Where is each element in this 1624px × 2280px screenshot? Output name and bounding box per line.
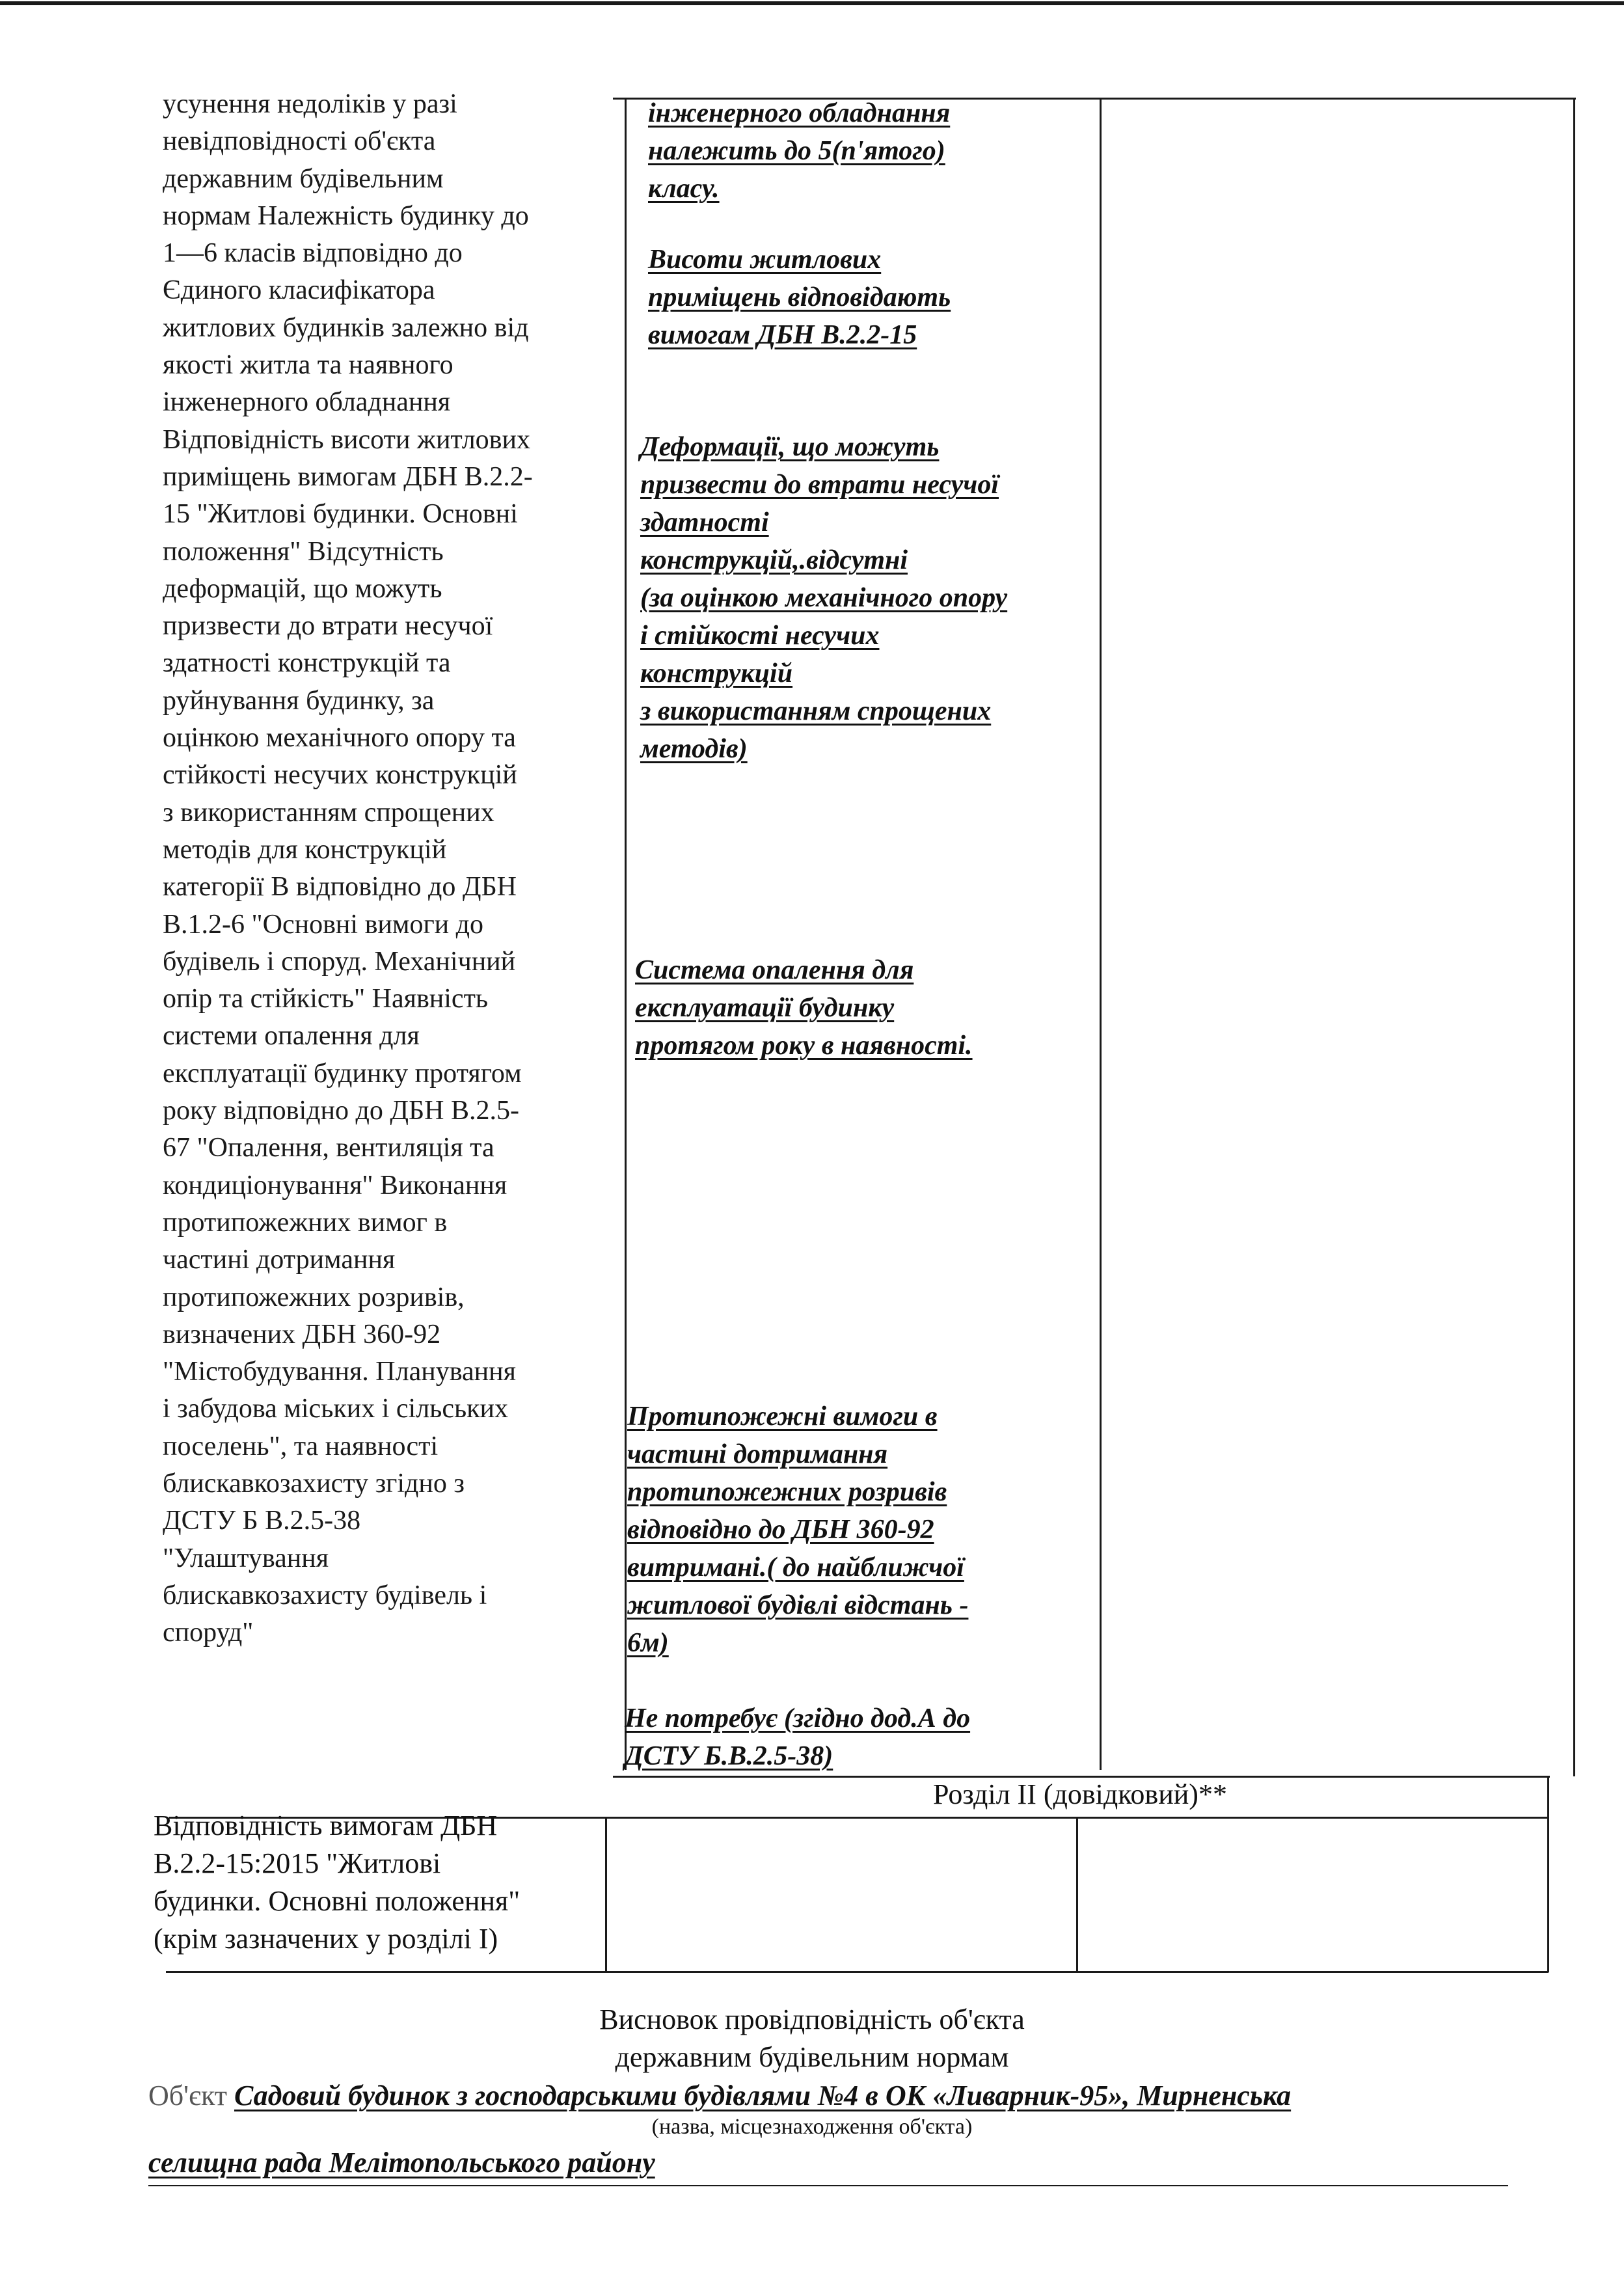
result-line: (за оцінкою механічного опору — [640, 583, 1008, 613]
result-line: призвести до втрати несучої — [640, 470, 999, 500]
requirements-line: опір та стійкість" Наявність — [163, 984, 489, 1014]
requirements-line: поселень", та наявності — [163, 1431, 439, 1461]
result-line: витримані.( до найближчої — [627, 1553, 964, 1582]
object-line — [148, 2079, 1291, 2112]
requirements-line: здатності конструкцій та — [163, 648, 451, 679]
result-line: 6м) — [627, 1628, 669, 1658]
result-line: методів) — [640, 734, 748, 764]
heating-result-block — [635, 951, 973, 1065]
requirements-line: положення" Відсутність — [163, 536, 444, 567]
section2-divider-2 — [1076, 1817, 1078, 1973]
result-line: Не потребує (згідно дод.А до — [625, 1703, 971, 1733]
result-line: частині дотримання — [627, 1439, 888, 1469]
requirements-line: Єдиного класифікатора — [163, 275, 435, 306]
result-line: Система опалення для — [635, 955, 914, 985]
result-line: і стійкості несучих — [640, 621, 880, 651]
requirements-line: системи опалення для — [163, 1021, 420, 1052]
table-right-border — [1573, 98, 1575, 1776]
requirements-line: "Містобудування. Планування — [163, 1357, 516, 1387]
requirements-line: якості житла та наявного — [163, 350, 453, 381]
lightning-result-block — [625, 1700, 970, 1775]
section2-line: Відповідність вимогам ДБН — [154, 1810, 498, 1841]
requirements-line: методів для конструкцій — [163, 834, 447, 865]
section2-line: (крім зазначених у розділі I) — [154, 1923, 498, 1955]
object-prefix: Об'єкт — [148, 2080, 227, 2111]
requirements-line: стійкості несучих конструкцій — [163, 760, 517, 791]
result-line: Висоти житлових — [648, 245, 882, 275]
object-caption: (назва, місцезнаходження об'єкта) — [651, 2115, 973, 2139]
object-line-bottom — [148, 2185, 1508, 2186]
requirements-line: оцінкою механічного опору та — [163, 723, 516, 753]
requirements-line: невідповідності об'єкта — [163, 126, 436, 157]
height-result-block — [648, 241, 951, 354]
requirements-line: 15 "Житлові будинки. Основні — [163, 499, 518, 530]
deformation-result-block — [640, 428, 1007, 768]
requirements-line: житлових будинків залежно від — [163, 312, 529, 343]
result-line: вимогам ДБН В.2.2-15 — [648, 320, 917, 350]
class-result-block — [648, 94, 950, 208]
requirements-line: державним будівельним — [163, 163, 444, 194]
requirements-line: інженерного обладнання — [163, 387, 451, 418]
requirements-line: Відповідність висоти житлових — [163, 424, 530, 455]
section2-header: Розділ II (довідковий)** — [933, 1778, 1227, 1810]
result-line: відповідно до ДБН 360-92 — [627, 1515, 934, 1545]
result-line: експлуатації будинку — [635, 993, 895, 1023]
requirements-line: усунення недоліків у разі — [163, 89, 457, 119]
requirements-text — [163, 86, 618, 1651]
requirements-line: протипожежних розривів, — [163, 1282, 465, 1312]
result-line: конструкцій,.відсутні — [640, 545, 908, 575]
requirements-line: і забудова міських і сільських — [163, 1394, 509, 1424]
column-divider-1 — [625, 98, 627, 1770]
result-line: Протипожежні вимоги в — [627, 1402, 938, 1432]
requirements-line: ДСТУ Б В.2.5-38 — [163, 1506, 361, 1536]
result-line: конструкцій — [640, 658, 793, 688]
requirements-line: деформацій, що можуть — [163, 573, 442, 604]
conclusion-title-line2: державним будівельним нормам — [615, 2041, 1009, 2073]
section2-requirement — [154, 1807, 602, 1958]
requirements-line: експлуатації будинку протягом — [163, 1058, 522, 1089]
requirements-line: 1—6 класів відповідно до — [163, 238, 463, 269]
object-name: Садовий будинок з господарськими будівлями №4 в ОК «Ливарник-95», Мирненська — [234, 2080, 1292, 2111]
requirements-line: категорії В відповідно до ДБН — [163, 872, 517, 903]
requirements-line: з використанням спрощених — [163, 797, 494, 828]
result-line: протягом року в наявності. — [635, 1031, 973, 1061]
requirements-line: визначених ДБН 360-92 — [163, 1319, 441, 1350]
result-line: приміщень відповідають — [648, 282, 951, 312]
object-line-cont — [148, 2146, 655, 2179]
result-line: належить до 5(п'ятого) — [648, 136, 945, 166]
requirements-line: приміщень вимогам ДБН В.2.2- — [163, 461, 533, 492]
requirements-line: "Улаштування — [163, 1543, 329, 1573]
requirements-line: протипожежних вимог в — [163, 1207, 448, 1238]
requirements-line: кондиціонування" Виконання — [163, 1170, 508, 1201]
result-line: інженерного обладнання — [648, 98, 951, 128]
result-line: протипожежних розривів — [627, 1477, 947, 1507]
requirements-line: частині дотримання — [163, 1245, 396, 1275]
section2-line: В.2.2-15:2015 "Житлові — [154, 1847, 441, 1879]
requirements-line: 67 "Опалення, вентиляція та — [163, 1133, 494, 1163]
object-name-cont: селищна рада Мелітопольського району — [148, 2147, 655, 2178]
result-line: здатності — [640, 508, 769, 537]
requirements-line: призвести до втрати несучої — [163, 611, 493, 642]
requirements-line: В.1.2-6 "Основні вимоги до — [163, 909, 484, 940]
requirements-line: руйнування будинку, за — [163, 685, 435, 716]
result-line: житлової будівлі відстань - — [627, 1590, 969, 1620]
requirements-line: нормам Належність будинку до — [163, 200, 529, 231]
result-line: класу. — [648, 174, 720, 204]
section2-divider-1 — [605, 1817, 607, 1973]
requirements-line: блискавкозахисту будівель і — [163, 1580, 487, 1610]
table-bottom-border — [166, 1971, 1549, 1973]
result-line: ДСТУ Б.В.2.5-38) — [625, 1741, 833, 1771]
scan-edge-line — [0, 0, 1624, 14]
column-divider-2 — [1100, 98, 1102, 1770]
requirements-line: року відповідно до ДБН В.2.5- — [163, 1096, 519, 1126]
result-line: з використанням спрощених — [640, 696, 992, 726]
conclusion-title-line1: Висновок провідповідність об'єкта — [599, 2003, 1025, 2035]
requirements-line: будівель і споруд. Механічний — [163, 946, 516, 977]
fire-safety-result-block — [627, 1398, 968, 1662]
requirements-line: блискавкозахисту згідно з — [163, 1468, 465, 1499]
requirements-line: споруд" — [163, 1618, 254, 1648]
result-line: Деформації, що можуть — [640, 432, 940, 462]
section2-line: будинки. Основні положення" — [154, 1885, 521, 1917]
